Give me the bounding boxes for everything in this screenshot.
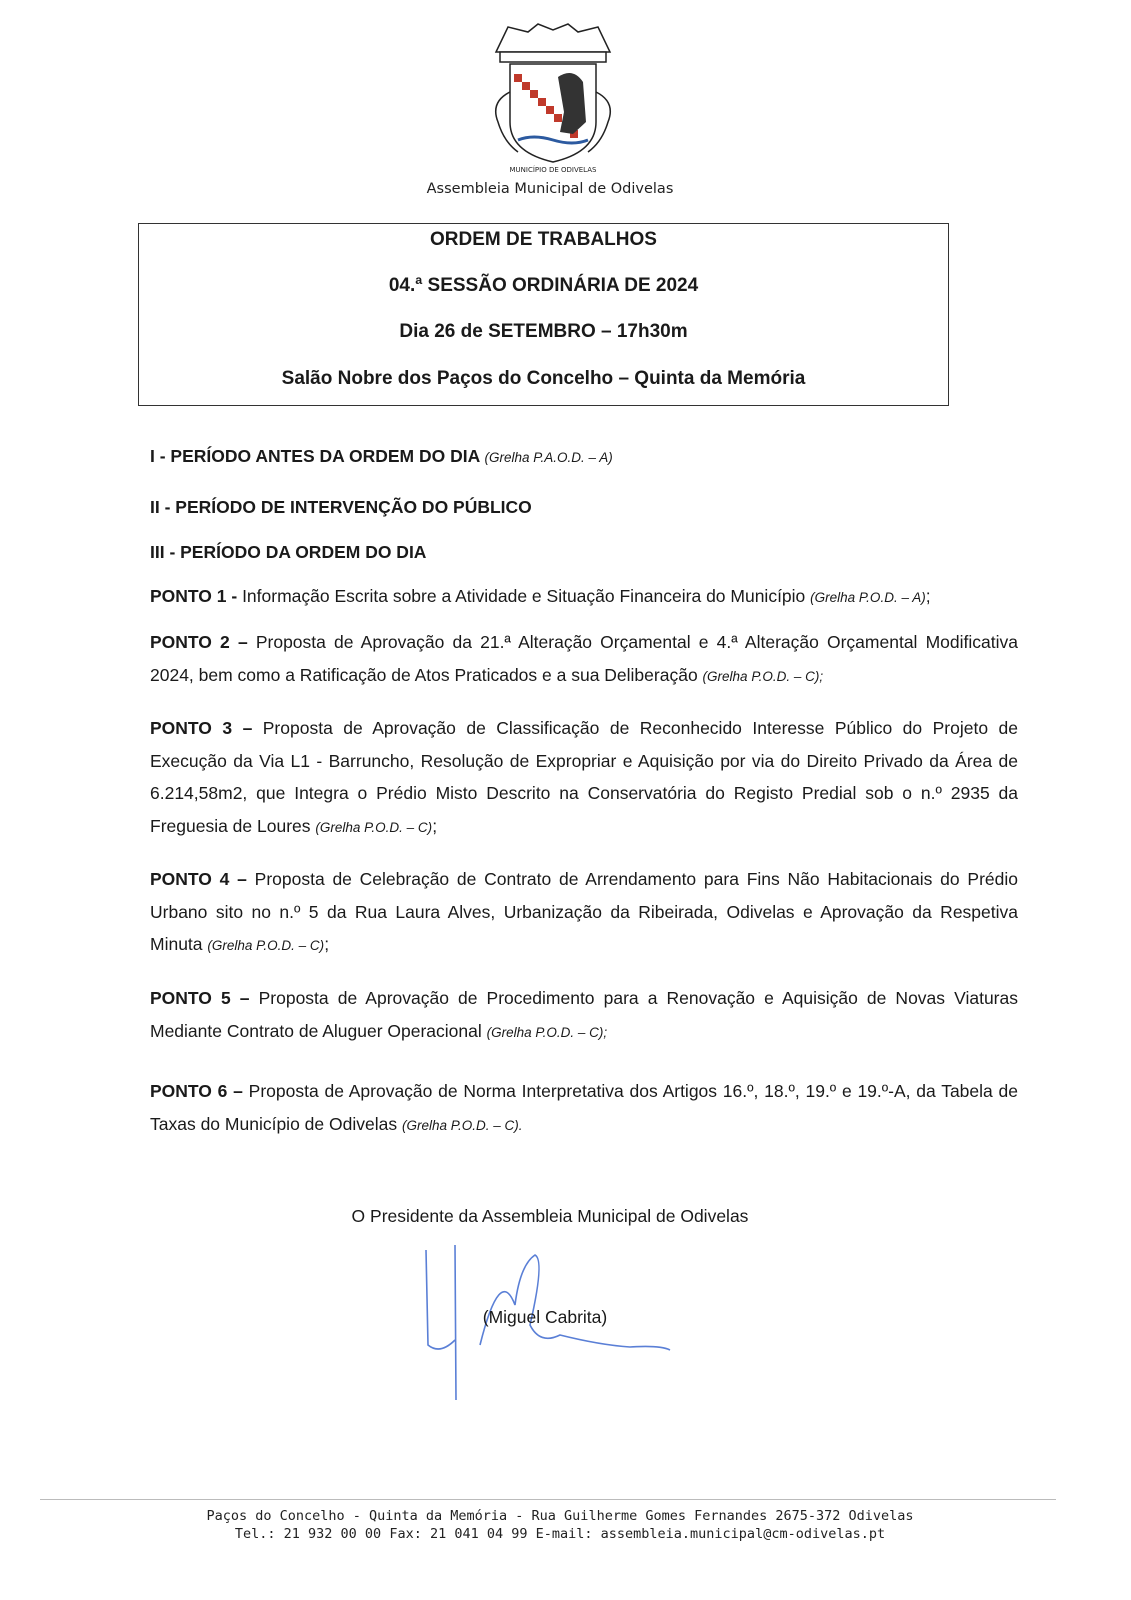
agenda-point-5: [150, 982, 1018, 1049]
point-label: PONTO 4 –: [150, 869, 247, 889]
period-2: II - PERÍODO DE INTERVENÇÃO DO PÚBLICO: [150, 497, 532, 517]
point-note: (Grelha P.O.D. – C): [315, 819, 433, 835]
period-note: (Grelha P.A.O.D. – A): [484, 450, 613, 465]
point-text: Proposta de Aprovação da 21.ª Alteração Orçamental e 4.ª Alteração Orçamental Modificativa 2024, bem como a Ratificação de Atos Praticados e a sua Deliberação: [150, 632, 1018, 685]
signatory-name: (Miguel Cabrita): [482, 1307, 608, 1327]
organization-name: Assembleia Municipal de Odivelas: [426, 181, 674, 197]
point-note: (Grelha P.O.D. – C).: [401, 1117, 523, 1133]
point-text: Informação Escrita sobre a Atividade e Situação Financeira do Município: [237, 586, 811, 606]
agenda-point-6: [150, 1075, 1018, 1142]
point-text: Proposta de Aprovação de Norma Interpretativa dos Artigos 16.º, 18.º, 19.º e 19.º-A, da Tabela de Taxas do Município de Odivelas: [150, 1081, 1018, 1134]
point-end: ;: [324, 934, 330, 954]
point-note: (Grelha P.O.D. – C): [207, 938, 325, 953]
point-text: Proposta de Aprovação de Classificação de Reconhecido Interesse Público do Projeto de Execução da Via L1 - Barruncho, Resolução de Expropriar e Aquisição por via do Direito Privado da Área de 6.214,58m2, que Integra o Prédio Misto Descrito na Conservatória do Registo Predial sob o n.º 2935 da Freguesia de Loures: [150, 718, 1018, 836]
agenda-point-3: [150, 712, 1018, 844]
agenda-point-4: [150, 863, 1018, 963]
footer-address: Paços do Concelho - Quinta da Memória - Rua Guilherme Gomes Fernandes 2675-372 Odivelas: [206, 1508, 914, 1524]
period-label: I - PERÍODO ANTES DA ORDEM DO DIA: [150, 446, 480, 466]
point-note: (Grelha P.O.D. – A): [810, 590, 926, 605]
point-text: Proposta de Celebração de Contrato de Arrendamento para Fins Não Habitacionais do Prédio Urbano sito no n.º 5 da Rua Laura Alves, Urbanização da Ribeirada, Odivelas e Aprovação da Respetiva Minuta: [150, 869, 1018, 954]
period-1: [150, 446, 613, 467]
point-text: Proposta de Aprovação de Procedimento para a Renovação e Aquisição de Novas Viaturas Mediante Contrato de Aluguer Operacional: [150, 988, 1018, 1041]
svg-text:MUNICÍPIO DE ODIVELAS: MUNICÍPIO DE ODIVELAS: [509, 166, 597, 174]
point-label: PONTO 3 –: [150, 718, 253, 738]
session-date: Dia 26 de SETEMBRO – 17h30m: [399, 321, 688, 342]
point-end: ;: [432, 815, 438, 836]
period-3: III - PERÍODO DA ORDEM DO DIA: [150, 542, 427, 562]
municipal-coat-of-arms-logo: [488, 22, 618, 177]
session-venue: Salão Nobre dos Paços do Concelho – Quinta da Memória: [281, 368, 806, 389]
document-title: ORDEM DE TRABALHOS: [430, 229, 657, 250]
point-label: PONTO 6 –: [150, 1081, 243, 1101]
point-note: (Grelha P.O.D. – C);: [486, 1024, 608, 1040]
agenda-point-1: [150, 580, 1018, 615]
point-label: PONTO 5 –: [150, 988, 250, 1008]
signatory-role: O Presidente da Assembleia Municipal de Odivelas: [351, 1206, 749, 1226]
session-title: 04.ª SESSÃO ORDINÁRIA DE 2024: [388, 275, 699, 296]
point-label: PONTO 2 –: [150, 632, 248, 652]
agenda-point-2: [150, 626, 1018, 693]
footer-divider: [40, 1499, 1056, 1500]
point-note: (Grelha P.O.D. – C);: [702, 668, 824, 684]
footer-contacts: Tel.: 21 932 00 00 Fax: 21 041 04 99 E-mail: assembleia.municipal@cm-odivelas.pt: [234, 1526, 886, 1542]
point-end: ;: [925, 586, 931, 606]
point-label: PONTO 1 -: [150, 586, 238, 606]
title-box: [138, 223, 949, 406]
